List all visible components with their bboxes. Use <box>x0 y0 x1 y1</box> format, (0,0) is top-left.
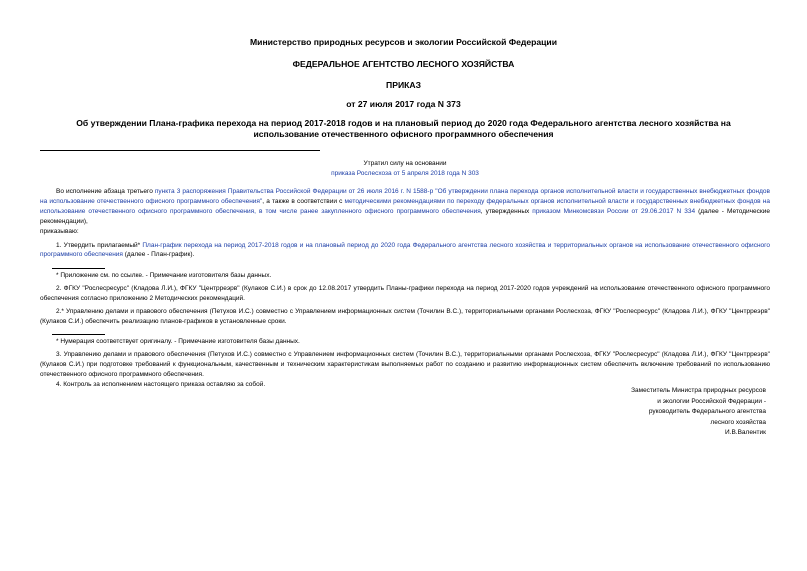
signature-line: лесного хозяйства <box>710 418 766 426</box>
agency-name: ФЕДЕРАЛЬНОЕ АГЕНТСТВО ЛЕСНОГО ХОЗЯЙСТВА <box>292 59 515 69</box>
signatory-name: И.В.Валентик <box>724 429 766 437</box>
signature-block <box>560 386 766 439</box>
preamble-paragraph <box>40 187 770 227</box>
lost-force-note <box>240 159 570 179</box>
document-type: ПРИКАЗ <box>386 80 421 90</box>
methodical-recommendations-link[interactable]: методическими рекомендациями по переходу федеральных органов исполнительной власти и государственных внебюджетных фондов на использование отечественного офисного программного обеспечения, в том числе ранее закупленного офисного программного обеспечения <box>40 197 770 215</box>
preamble-text: (далее - Методические рекомендации), <box>40 207 770 225</box>
footnote-divider <box>52 268 105 269</box>
item-4: 4. Контроль за исполнением настоящего приказа оставляю за собой. <box>56 380 266 388</box>
document-title: Об утверждении Плана-графика перехода на период 2017-2018 годов и на плановый период до 2020 года Федерального агентства лесного хозяйства на использование отечественного офисного программного обеспечения <box>76 118 731 139</box>
preamble-text: , утвержденных <box>480 207 533 215</box>
document-date-number: от 27 июля 2017 года N 373 <box>346 99 461 109</box>
item-2: 2. ФГКУ "Рослесресурс" (Кладова Л.И.), ФГКУ "Центрреэрв" (Кулаков С.И.) в срок до 12.08.2017 утвердить Планы-графики перехода на период 2017-2020 годов учреждений на использование отечественного офисного программного обеспечения согласно приложению 2 Методических рекомендаций. <box>40 284 770 302</box>
item-1-text: 1. Утвердить прилагаемый* <box>56 241 143 249</box>
plan-schedule-link[interactable]: План-график перехода на период 2017-2018 годов и на плановый период до 2020 года Федерального агентства лесного хозяйства и территориальных органов на использование отечественного офисного программного обеспечения <box>40 241 770 259</box>
lost-force-link[interactable]: приказа Рослесхоза от 5 апреля 2018 года N 303 <box>331 170 479 177</box>
signature-line: и экологии Российской Федерации - <box>657 397 766 405</box>
divider <box>40 150 320 151</box>
order-word: приказываю: <box>40 227 79 235</box>
minkomsvyaz-order-link[interactable]: приказом Минкомсвязи России от 29.06.2017 N 334 <box>532 207 696 215</box>
signature-line: Заместитель Министра природных ресурсов <box>631 387 766 394</box>
preamble-text: Во исполнение абзаца третьего <box>56 188 155 195</box>
ministry-name: Министерство природных ресурсов и экологии Российской Федерации <box>250 37 557 47</box>
lost-force-line: Утратил силу на основании <box>363 160 447 167</box>
footnote-divider <box>52 334 105 335</box>
item-1-text: (далее - План-график). <box>122 251 195 259</box>
signature-line: руководитель Федерального агентства <box>648 408 766 416</box>
preamble-block <box>40 187 770 260</box>
middle-block <box>40 271 770 327</box>
lower-block <box>40 337 770 390</box>
item-2-duplicate: 2.* Управлению делами и правового обеспечения (Петухов И.С.) совместно с Управлением информационных систем (Точилин В.С.), территориальными органами Рослесхоза, ФГКУ "Рослесресурс" (Кладова Л.И.), ФГКУ "Центрреэрв" (Кулаков С.И.) обеспечить реализацию планов-графиков в установленные сроки. <box>40 307 770 325</box>
government-order-link[interactable]: пункта 3 распоряжения Правительства Российской Федерации от 26 июля 2016 г. N 1588-р "Об утверждении плана перехода органов исполнительной власти и государственных внебюджетных фондов на использование отечественного офисного программного обеспечения" <box>40 188 770 205</box>
footnote-2: * Нумерация соответствует оригиналу. - Примечание изготовителя базы данных. <box>56 338 300 345</box>
item-1 <box>40 241 770 261</box>
item-3: 3. Управлению делами и правового обеспечения (Петухов И.С.) совместно с Управлением информационных систем (Точилин В.С.), территориальными органами Рослесхоза, ФГКУ "Рослесресурс" (Кладова Л.И.), ФГКУ "Центрреэрв" (Кулаков С.И.) при подготовке требований к функциональным, качественным и техническим характеристикам выполняемых работ по созданию и развитию информационных систем обеспечить включение требований по использованию отечественного офисного программного обеспечения. <box>40 350 770 378</box>
preamble-text: , а также в соответствии с <box>262 197 345 205</box>
footnote-1: * Приложение см. по ссылке. - Примечание изготовителя базы данных. <box>56 272 272 279</box>
